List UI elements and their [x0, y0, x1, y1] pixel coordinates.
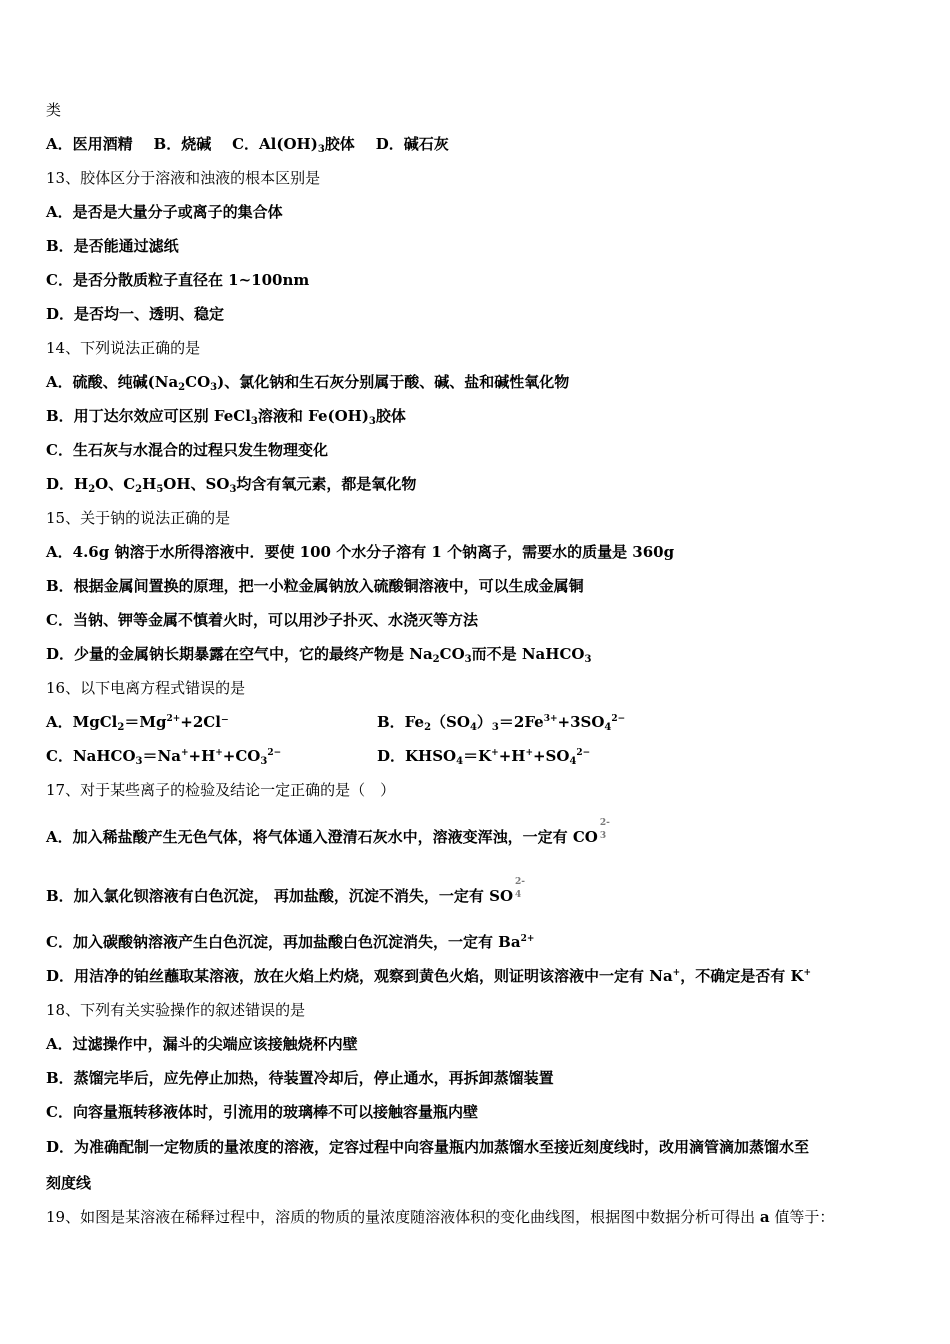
q13-stem: 13、胶体区分于溶液和浊液的根本区别是	[46, 169, 321, 187]
ion-charge-stack: 2- 3	[599, 818, 610, 841]
line-continuation: 类	[46, 101, 62, 119]
q14-option-d: D．$H_2O$、$C_2H_5OH$、$SO_3$均含有氧元素，都是氧化物	[46, 475, 417, 495]
q17-option-b: B．加入氯化钡溶液有白色沉淀， 再加盐酸，沉淀不消失，一定有 SO 2- 4	[46, 877, 526, 905]
q15-option-c: C．当钠、钾等金属不慎着火时，可以用沙子扑灭、水浇灭等方法	[46, 611, 478, 629]
q17-stem: 17、对于某些离子的检验及结论一定正确的是（ ）	[46, 781, 396, 799]
q18-option-c: C．向容量瓶转移液体时，引流用的玻璃棒不可以接触容量瓶内壁	[46, 1103, 478, 1121]
q18-option-d: D．为准确配制一定物质的量浓度的溶液，定容过程中向容量瓶内加蒸馏水至接近刻度线时，改用滴管滴加蒸馏水至	[46, 1138, 810, 1156]
q14-option-b: B．用丁达尔效应可区别 FeCl$_3$溶液和 $Fe(OH)_3$胶体	[46, 407, 406, 427]
q14-option-a: A．硫酸、纯碱$(Na_2CO_3)$、氯化钠和生石灰分别属于酸、碱、盐和碱性氧化物	[46, 373, 570, 393]
q18-stem: 18、下列有关实验操作的叙述错误的是	[46, 1001, 306, 1019]
q13-option-c: C．是否分散质粒子直径在 1~100nm	[46, 271, 310, 289]
q14-option-c: C．生石灰与水混合的过程只发生物理变化	[46, 441, 328, 459]
q17-option-c: C．加入碳酸钠溶液产生白色沉淀，再加盐酸白色沉淀消失，一定有 $Ba^{2+}$	[46, 933, 535, 951]
q13-option-d: D．是否均一、透明、稳定	[46, 305, 225, 323]
q16-option-d: D．$KHSO_4=K^++H^++SO_4^{2-}$	[377, 747, 591, 767]
q13-option-b: B．是否能通过滤纸	[46, 237, 179, 255]
q12-options: A．医用酒精 B．烧碱 C．$Al(OH)_3$胶体 D．碱石灰	[46, 135, 449, 155]
q16-option-a: A．$MgCl_2=Mg^{2+}+2Cl^-$	[46, 713, 229, 733]
ion-charge-stack: 2- 4	[515, 877, 526, 900]
q15-option-a: A．4.6g 钠溶于水所得溶液中．要使 100 个水分子溶有 1 个钠离子，需要水的质量是 360g	[46, 543, 675, 561]
q19-stem: 19、如图是某溶液在稀释过程中，溶质的物质的量浓度随溶液体积的变化曲线图，根据图中数据分析可得出 a 值等于：	[46, 1208, 835, 1226]
q14-stem: 14、下列说法正确的是	[46, 339, 201, 357]
q13-option-a: A．是否是大量分子或离子的集合体	[46, 203, 283, 221]
q18-option-b: B．蒸馏完毕后，应先停止加热，待装置冷却后，停止通水，再拆卸蒸馏装置	[46, 1069, 554, 1087]
q16-stem: 16、以下电离方程式错误的是	[46, 679, 246, 697]
q17-option-d: D．用洁净的铂丝蘸取某溶液，放在火焰上灼烧，观察到黄色火焰，则证明该溶液中一定有 Na+，不确定是否有 K+	[46, 967, 812, 985]
q17-option-a: A．加入稀盐酸产生无色气体，将气体通入澄清石灰水中，溶液变浑浊，一定有 CO 2- 3	[46, 818, 610, 846]
q18-option-a: A．过滤操作中，漏斗的尖端应该接触烧杯内壁	[46, 1035, 358, 1053]
q16-option-b: B．$Fe_2(SO_4)_3=2Fe^{3+}+3SO_4^{2-}$	[377, 713, 626, 733]
q15-option-b: B．根据金属间置换的原理，把一小粒金属钠放入硫酸铜溶液中，可以生成金属铜	[46, 577, 584, 595]
q18-option-d-cont: 刻度线	[46, 1174, 92, 1192]
q16-option-c: C．$NaHCO_3=Na^++H^++CO_3^{2-}$	[46, 747, 282, 767]
q15-stem: 15、关于钠的说法正确的是	[46, 509, 231, 527]
q15-option-d: D．少量的金属钠长期暴露在空气中，它的最终产物是 $Na_2CO_3$而不是 NaHCO$_3$	[46, 645, 592, 665]
